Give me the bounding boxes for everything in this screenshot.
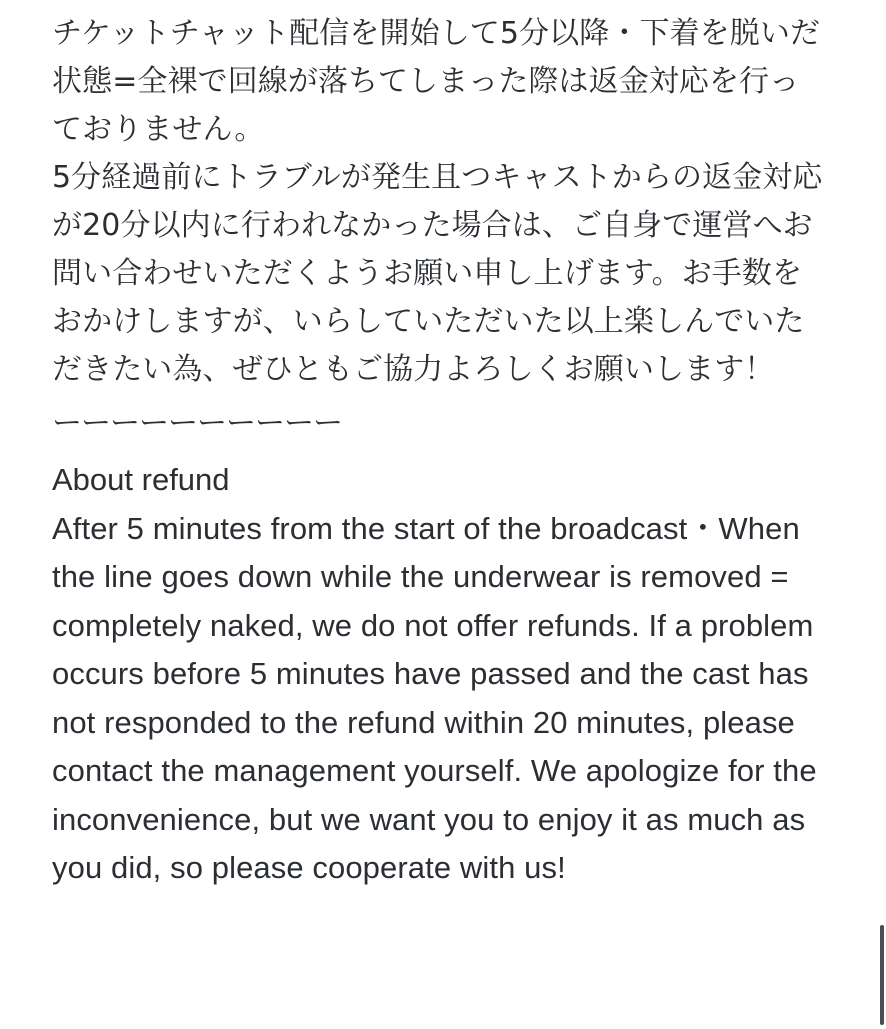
english-section-heading: About refund xyxy=(52,462,230,497)
english-paragraph: After 5 minutes from the start of the broadcast・When the line goes down while the underwear is removed = completely naked, we do not offer refunds. If a problem occurs before 5 minutes have passed and the cast has not responded to the refund within 20 minutes, please contact the management yourself. We apologize for the inconvenience, but we want you to enjoy it as much as you did, so please cooperate with us! xyxy=(52,510,826,885)
japanese-paragraph-1: チケットチャット配信を開始して5分以降・下着を脱いだ状態=全裸で回線が落ちてしまった際は返金対応を行っておりません。 xyxy=(52,16,821,147)
vertical-scrollbar[interactable] xyxy=(880,925,884,1025)
japanese-paragraph-2: 5分経過前にトラブルが発生且つキャストからの返金対応が20分以内に行われなかった場合は、ご自身で運営へお問い合わせいただくようお願い申し上げます。お手数をおかけしますが、いらしていただいた以上楽しんでいただきたい為、ぜひともご協力よろしくお願いします！ xyxy=(52,160,823,387)
section-divider: ーーーーーーーーーー xyxy=(52,406,342,441)
